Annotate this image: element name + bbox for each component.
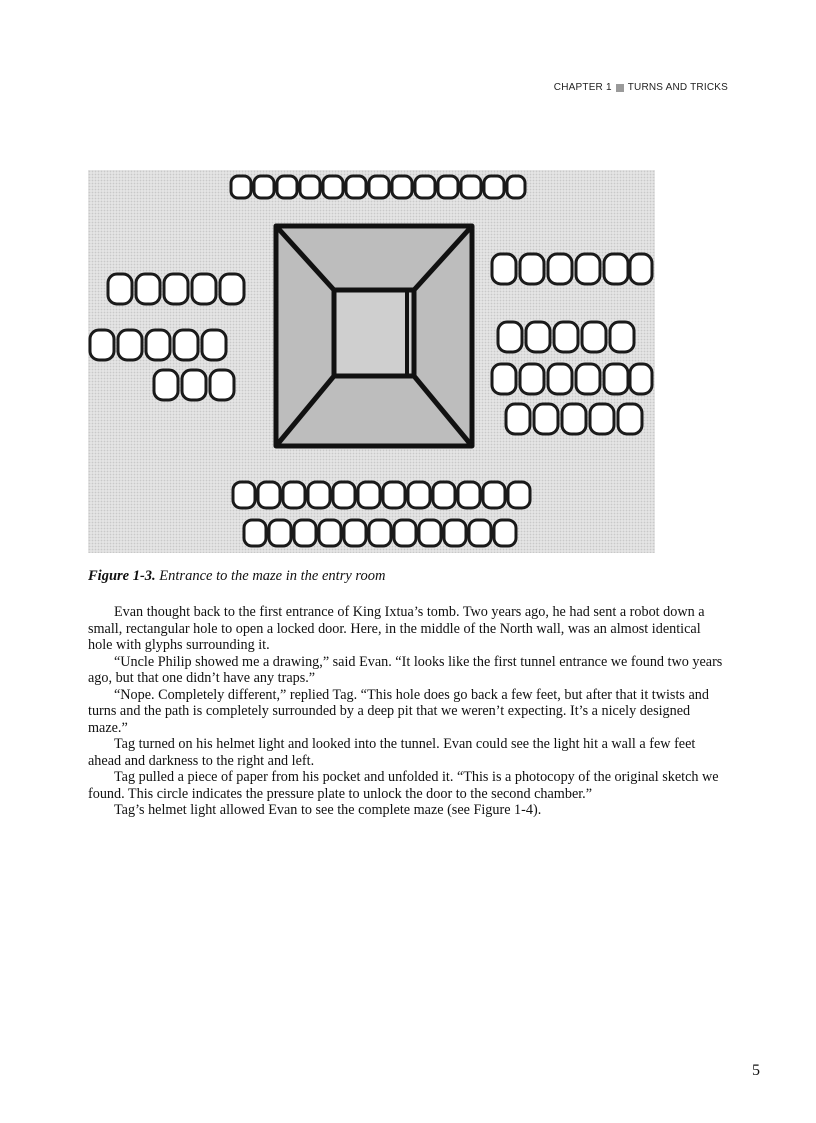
paragraph: Tag pulled a piece of paper from his pocket and unfolded it. “This is a photocopy of the original sketch we found. This circle indicates the pressure plate to unlock the door to the second chamber.” [88,769,719,802]
body-text [88,604,728,819]
figure-label: Figure 1-3. [88,568,156,584]
maze-entrance-illustration [88,170,655,553]
paragraph: “Uncle Philip showed me a drawing,” said Evan. “It looks like the first tunnel entrance we found two years ago, but that one didn’t have any traps.” [88,653,723,686]
paragraph: Tag turned on his helmet light and looked into the tunnel. Evan could see the light hit a wall a few feet ahead and darkness to the right and left. [88,736,696,769]
header-separator [616,84,624,92]
chapter-label: CHAPTER 1 [553,82,612,93]
figure-caption-text: Entrance to the maze in the entry room [159,568,386,584]
paragraph: Evan thought back to the first entrance of King Ixtua’s tomb. Two years ago, he had sent a robot down a small, rectangular hole to open a locked door. Here, in the middle of the North wall, was an almost identical hole with glyphs surrounding it. [88,604,705,653]
glyph-block-left [90,274,244,400]
paragraph: “Nope. Completely different,” replied Tag. “This hole does go back a few feet, but after that it twists and turns and the path is completely surrounded by a deep pit that we weren’t expecting. It’s a nicely designed maze.” [88,686,709,736]
glyph-row-bottom [233,482,530,546]
running-header [554,82,728,93]
paragraph: Tag’s helmet light allowed Evan to see the complete maze (see Figure 1-4). [114,802,542,818]
page-number: 5 [752,1062,760,1079]
chapter-title: TURNS AND TRICKS [627,82,728,93]
tunnel-entrance-drawing [276,226,472,446]
glyph-row-top [231,176,525,198]
glyph-block-right [492,254,652,434]
maze-entrance-figure [88,170,655,553]
figure-caption [88,568,728,585]
